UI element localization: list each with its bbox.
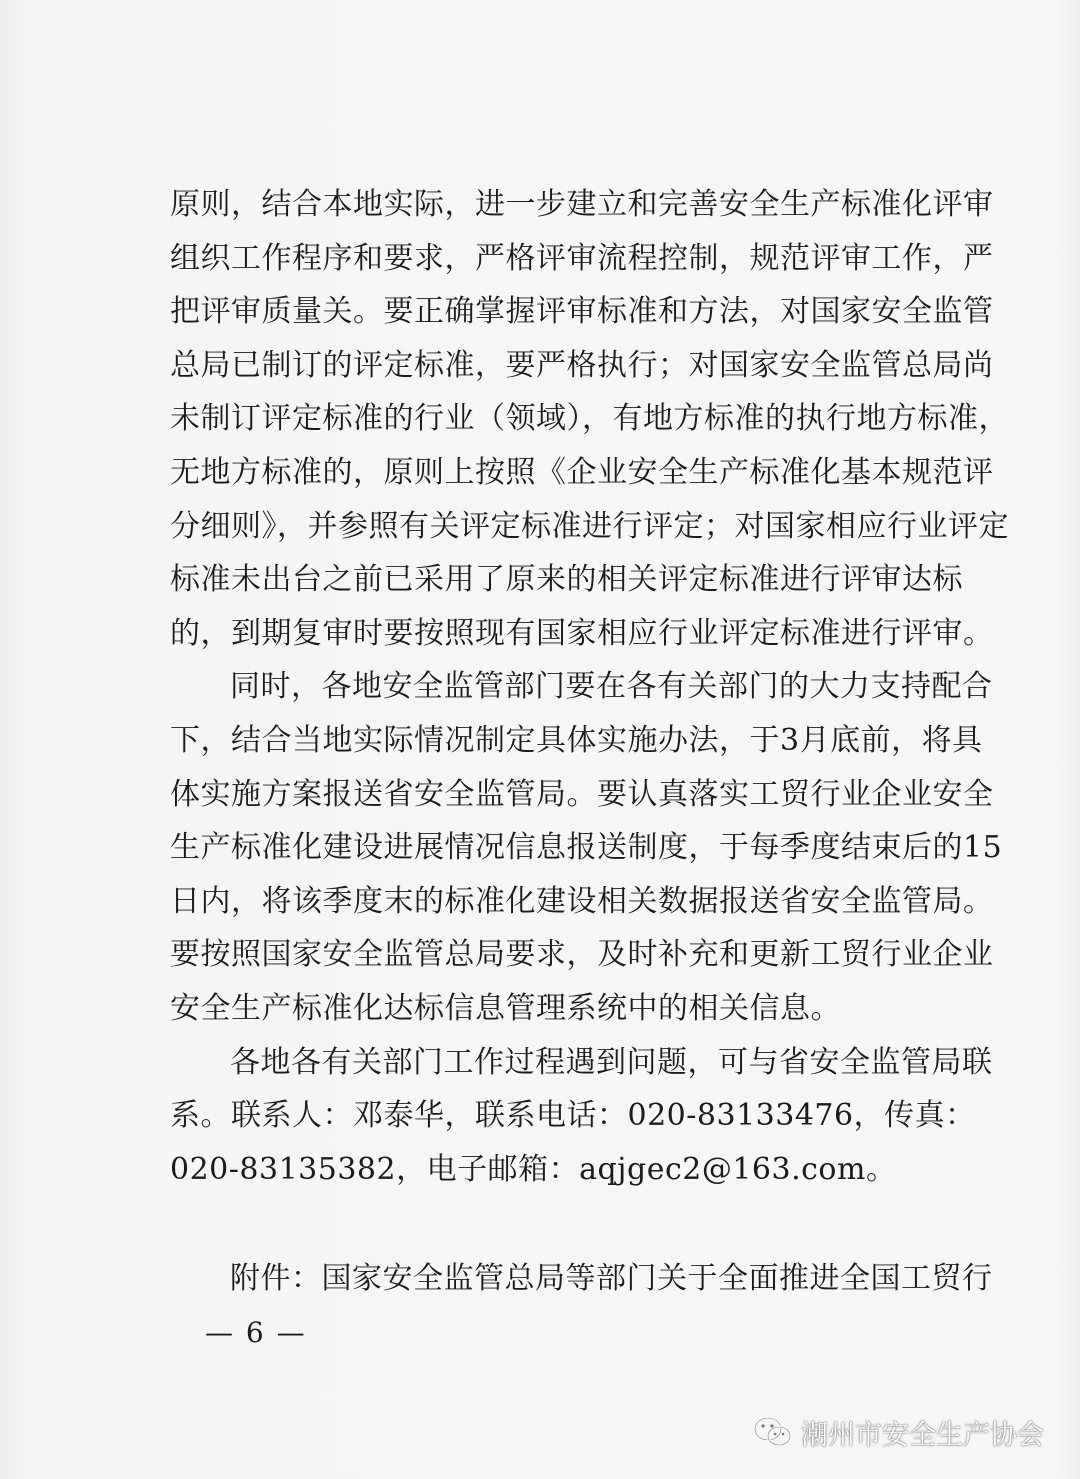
text-line: 各地各有关部门工作过程遇到问题，可与省安全监管局联: [230, 1044, 993, 1080]
text-line: 未制订评定标准的行业（领域），有地方标准的执行地方标准，: [170, 401, 1009, 437]
attachment-line: 附件：国家安全监管总局等部门关于全面推进全国工贸行: [230, 1261, 993, 1297]
watermark-text: 潮州市安全生产协会: [801, 1419, 1044, 1451]
wechat-icon: [753, 1415, 793, 1449]
text-line: 020-83135382，电子邮箱：aqjgec2@163.com。: [170, 1151, 897, 1187]
page-number: — 6 —: [205, 1316, 307, 1349]
text-line: 标准未出台之前已采用了原来的相关评定标准进行评审达标: [170, 562, 963, 598]
text-line: 的，到期复审时要按照现有国家相应行业评定标准进行评审。: [170, 615, 994, 651]
text-line: 组织工作程序和要求，严格评审流程控制，规范评审工作，严: [170, 240, 994, 276]
text-line: 系。联系人：邓泰华，联系电话：020-83133476，传真：: [170, 1098, 976, 1134]
text-line: 日内，将该季度末的标准化建设相关数据报送省安全监管局。: [170, 883, 994, 919]
text-line: 生产标准化建设进展情况信息报送制度，于每季度结束后的15: [170, 830, 1003, 866]
text-line: 体实施方案报送省安全监管局。要认真落实工贸行业企业安全: [170, 776, 994, 812]
text-line: 同时，各地安全监管部门要在各有关部门的大力支持配合: [230, 669, 993, 705]
text-line: 分细则》，并参照有关评定标准进行评定；对国家相应行业评定: [170, 508, 1009, 544]
text-line: 下，结合当地实际情况制定具体实施办法，于3月底前，将具: [170, 722, 983, 758]
text-line: 安全生产标准化达标信息管理系统中的相关信息。: [170, 990, 841, 1026]
text-line: 原则，结合本地实际，进一步建立和完善安全生产标准化评审: [170, 187, 994, 222]
document-body: [170, 178, 1009, 1306]
watermark: [753, 1412, 1044, 1452]
text-line: 总局已制订的评定标准，要严格执行；对国家安全监管总局尚: [170, 347, 994, 383]
paragraph-gap: [170, 1196, 950, 1252]
paragraph-lines: [170, 178, 1009, 1196]
text-line: 无地方标准的，原则上按照《企业安全生产标准化基本规范评: [170, 454, 994, 490]
text-line: 把评审质量关。要正确掌握评审标准和方法，对国家安全监管: [170, 294, 994, 330]
text-line: 要按照国家安全监管总局要求，及时补充和更新工贸行业企业: [170, 937, 994, 973]
